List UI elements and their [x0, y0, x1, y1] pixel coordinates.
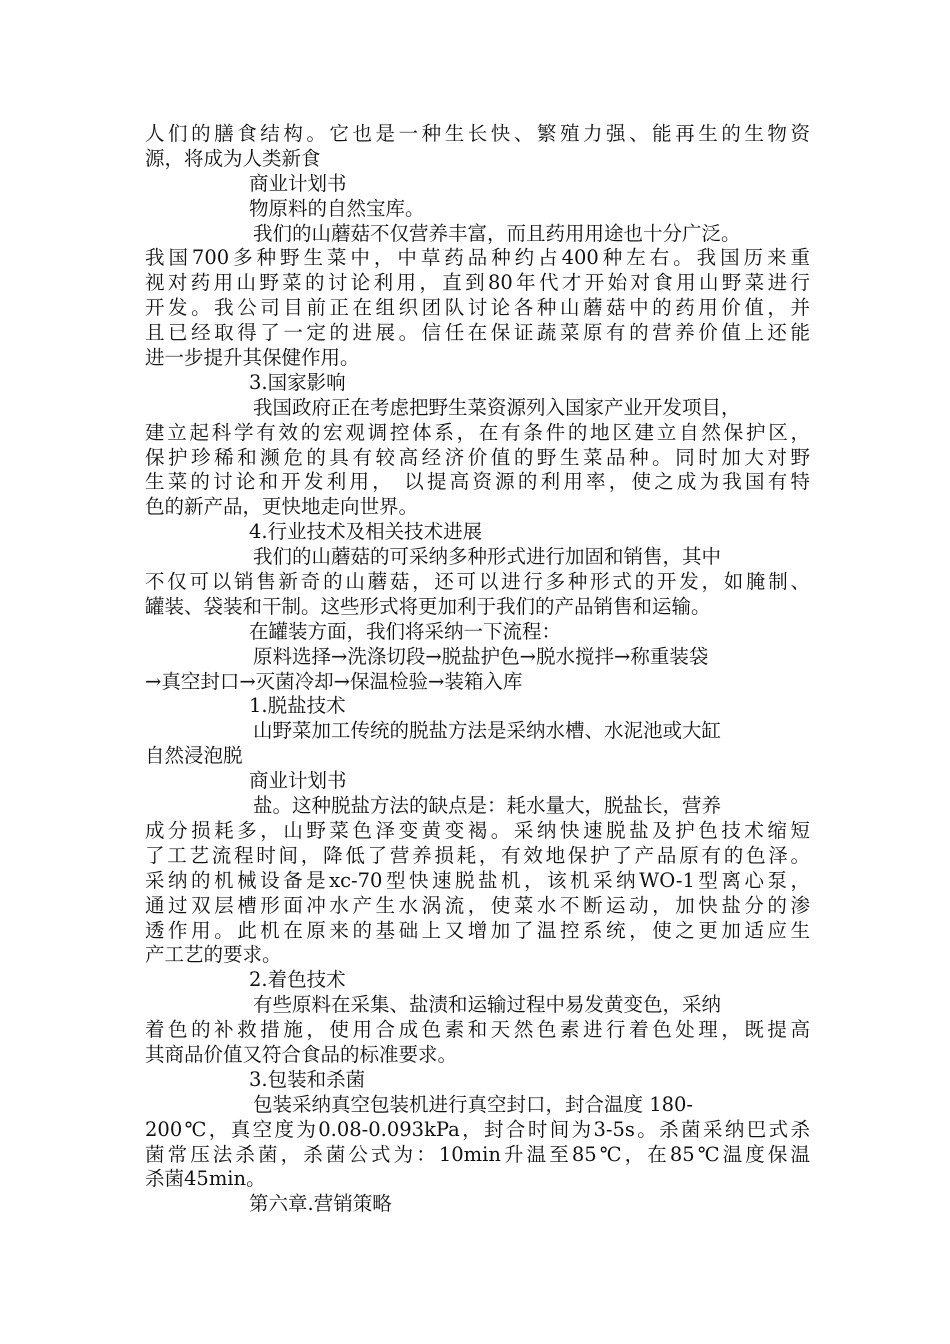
text-line: 色的新产品，更快地走向世界。 — [145, 495, 419, 519]
text-line: 山野菜加工传统的脱盐方法是采纳水槽、水泥池或大缸 — [253, 719, 722, 743]
text-line: →真空封口→灭菌冷却→保温检验→装箱入库 — [145, 669, 523, 693]
text-line: 在罐装方面，我们将采纳一下流程： — [249, 619, 562, 643]
text-line: 我们的山蘑菇的可采纳多种形式进行加固和销售，其中 — [253, 545, 722, 569]
text-line: 建立起科学有效的宏观调控体系，在有条件的地区建立自然保护区， — [145, 420, 810, 444]
text-line: 采纳的机械设备是xc-70型快速脱盐机，该机采纳WO-1型离心泵， — [145, 868, 810, 892]
text-line: 透作用。此机在原来的基础上又增加了温控系统，使之更加适应生 — [145, 918, 810, 942]
text-line: 盐。这种脱盐方法的缺点是：耗水量大，脱盐长，营养 — [253, 794, 722, 818]
text-line: 我们的山蘑菇不仅营养丰富，而且药用用途也十分广泛。 — [253, 221, 741, 245]
text-line: 不仅可以销售新奇的山蘑菇，还可以进行多种形式的开发，如腌制、 — [145, 570, 810, 594]
text-line: 菌常压法杀菌，杀菌公式为：10min升温至85℃，在85℃温度保温 — [145, 1142, 810, 1166]
text-line: 成分损耗多，山野菜色泽变黄变褐。采纳快速脱盐及护色技术缩短 — [145, 818, 810, 842]
text-line: 了工艺流程时间，降低了营养损耗，有效地保护了产品原有的色泽。 — [145, 843, 810, 867]
document-page — [145, 122, 810, 1217]
text-line: 着色的补救措施，使用合成色素和天然色素进行着色处理，既提高 — [145, 1018, 810, 1042]
text-line: 源，将成为人类新食 — [145, 146, 321, 170]
text-line: 保护珍稀和濒危的具有较高经济价值的野生菜品种。同时加大对野 — [145, 445, 810, 469]
text-line: 杀菌45min。 — [145, 1167, 266, 1191]
text-line: 自然浸泡脱 — [145, 744, 243, 768]
text-line: 4.行业技术及相关技术进展 — [249, 520, 483, 544]
text-line: 进一步提升其保健作用。 — [145, 346, 360, 370]
text-line: 原料选择→洗涤切段→脱盐护色→脱水搅拌→称重装袋 — [253, 644, 709, 668]
text-line: 3.国家影响 — [249, 370, 346, 394]
text-line: 物原料的自然宝库。 — [249, 196, 425, 220]
text-line: 2.着色技术 — [249, 968, 346, 992]
text-line: 第六章.营销策略 — [249, 1192, 392, 1216]
text-line: 包装采纳真空包装机进行真空封口，封合温度 180- — [253, 1092, 694, 1116]
text-line: 且已经取得了一定的进展。信任在保证蔬菜原有的营养价值上还能 — [145, 321, 810, 345]
text-line: 1.脱盐技术 — [249, 694, 346, 718]
text-line: 人们的膳食结构。它也是一种生长快、繁殖力强、能再生的生物资 — [145, 122, 810, 145]
text-line: 有些原料在采集、盐渍和运输过程中易发黄变色，采纳 — [253, 993, 722, 1017]
text-line: 我国政府正在考虑把野生菜资源列入国家产业开发项目， — [253, 395, 741, 419]
text-line: 通过双层槽形面冲水产生水涡流，使菜水不断运动，加快盐分的渗 — [145, 893, 810, 917]
text-line: 商业计划书 — [249, 171, 347, 195]
text-line: 商业计划书 — [249, 769, 347, 793]
text-line: 视对药用山野菜的讨论利用，直到80年代才开始对食用山野菜进行 — [145, 271, 810, 295]
text-line: 产工艺的要求。 — [145, 943, 282, 967]
text-line: 开发。我公司目前正在组织团队讨论各种山蘑菇中的药用价值，并 — [145, 296, 810, 320]
text-line: 生菜的讨论和开发利用， 以提高资源的利用率，使之成为我国有特 — [145, 470, 810, 494]
text-line: 罐装、袋装和干制。这些形式将更加利于我们的产品销售和运输。 — [145, 594, 711, 618]
text-line: 3.包装和杀菌 — [249, 1067, 366, 1091]
text-line: 我国700多种野生菜中，中草药品种约占400种左右。我国历来重 — [145, 246, 810, 270]
text-line: 其商品价值又符合食品的标准要求。 — [145, 1042, 458, 1066]
text-line: 200℃，真空度为0.08-0.093kPa，封合时间为3-5s。杀菌采纳巴式杀 — [145, 1117, 810, 1141]
